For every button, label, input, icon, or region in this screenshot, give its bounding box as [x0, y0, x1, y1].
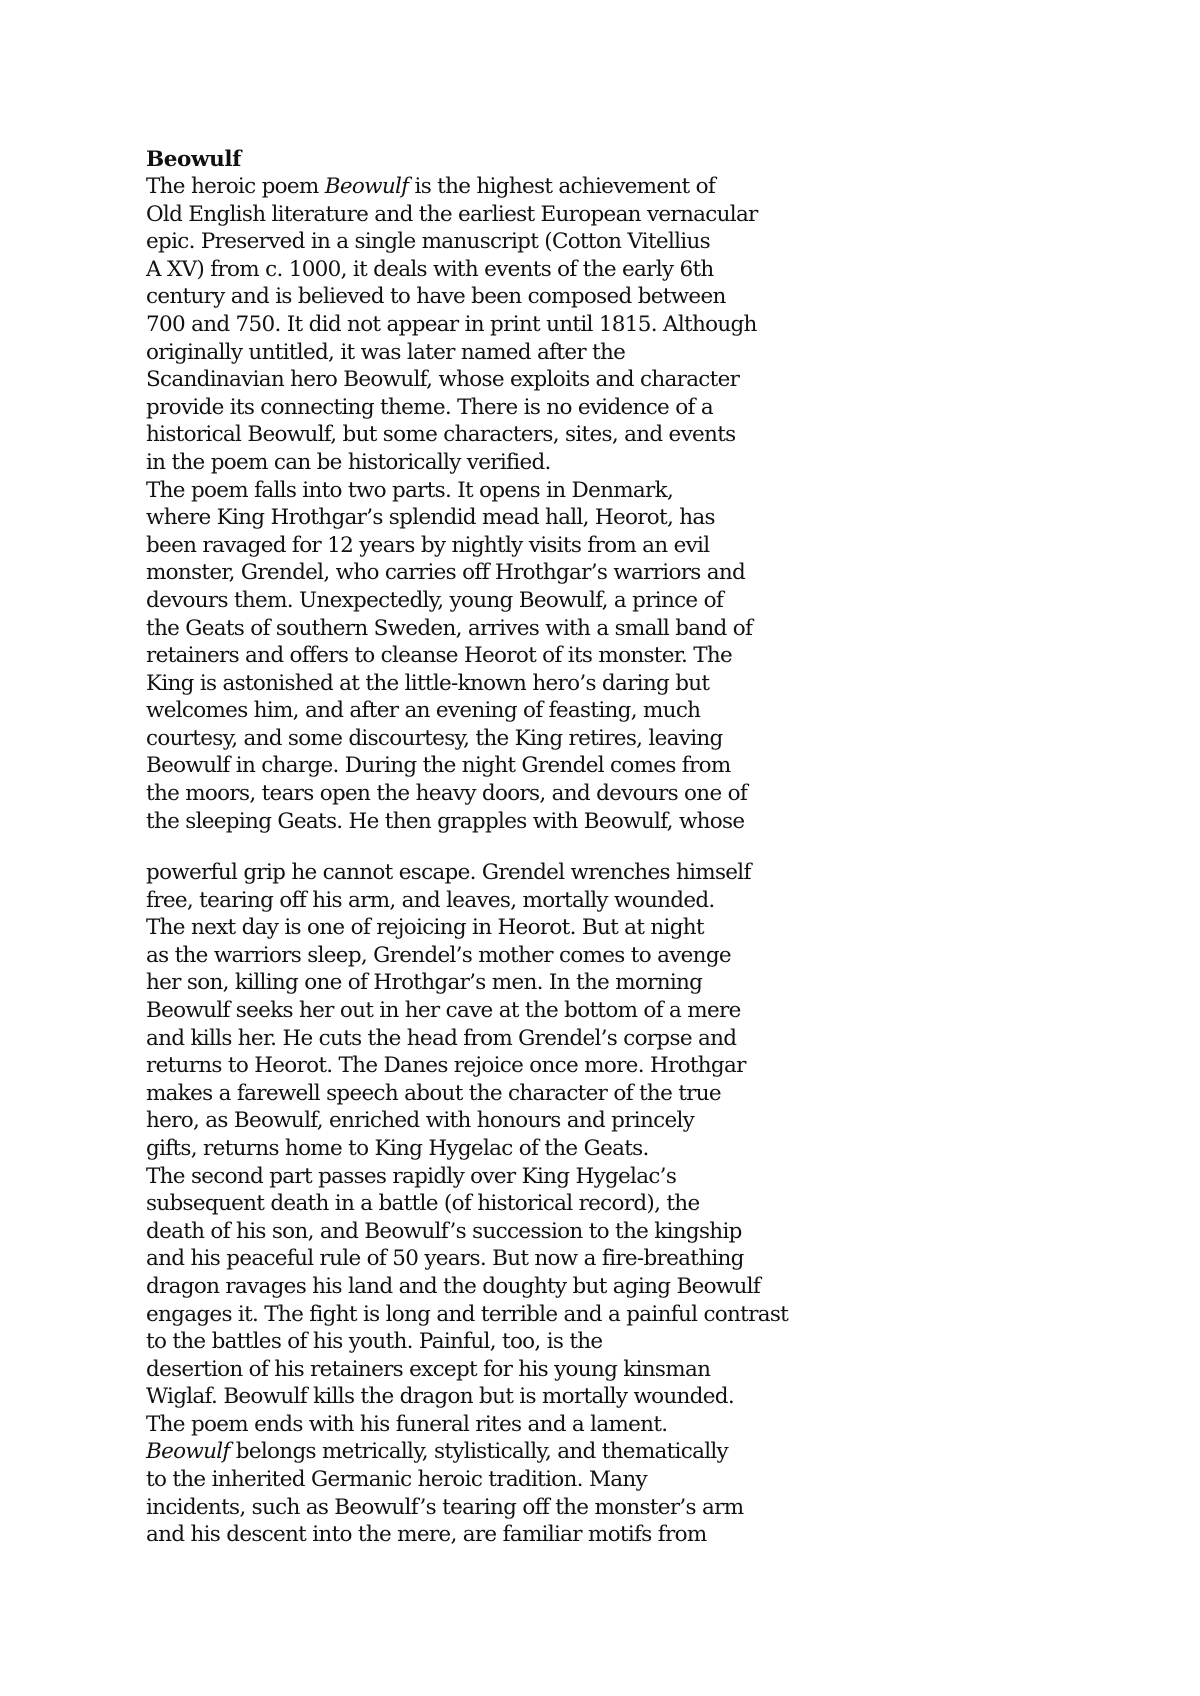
text-line: The poem falls into two parts. It opens in Denmark, [146, 477, 674, 503]
text-line: Scandinavian hero Beowulf, whose exploits and character [146, 367, 740, 393]
text-line: century and is believed to have been composed between [146, 284, 726, 310]
text-line: Old English literature and the earliest European vernacular [146, 201, 758, 227]
text-line: Beowulf seeks her out in her cave at the bottom of a mere [146, 997, 741, 1023]
text-line: and his peaceful rule of 50 years. But now a fire-breathing [146, 1246, 744, 1272]
text-line: historical Beowulf, but some characters, sites, and events [146, 422, 736, 448]
document-title: Beowulf [146, 147, 241, 172]
text-line: powerful grip he cannot escape. Grendel wrenches himself [146, 860, 751, 885]
text-line: King is astonished at the little-known hero’s daring but [146, 670, 710, 696]
text-line: engages it. The fight is long and terrible and a painful contrast [146, 1301, 789, 1327]
text-line: hero, as Beowulf, enriched with honours and princely [146, 1108, 695, 1134]
text-line: where King Hrothgar’s splendid mead hall, Heorot, has [146, 505, 715, 531]
text-line: welcomes him, and after an evening of feasting, much [146, 698, 701, 724]
text-line: the moors, tears open the heavy doors, and devours one of [146, 781, 748, 807]
text-line: and kills her. He cuts the head from Grendel’s corpse and [146, 1025, 737, 1051]
text-line: retainers and offers to cleanse Heorot of its monster. The [146, 643, 733, 669]
text-line: dragon ravages his land and the doughty but aging Beowulf [146, 1273, 761, 1299]
text-line: courtesy, and some discourtesy, the King retires, leaving [146, 725, 723, 751]
text-line: the Geats of southern Sweden, arrives with a small band of [146, 615, 753, 641]
text-line: The second part passes rapidly over King Hygelac’s [146, 1163, 677, 1189]
text-line: Beowulf in charge. During the night Grendel comes from [146, 753, 731, 779]
text-line: the sleeping Geats. He then grapples with Beowulf, whose [146, 808, 745, 834]
text-line: devours them. Unexpectedly, young Beowulf, a prince of [146, 587, 724, 613]
text-block-1 [146, 173, 1146, 835]
text-line: in the poem can be historically verified. [146, 449, 551, 475]
text-line: to the inherited Germanic heroic tradition. Many [146, 1467, 647, 1493]
text-line: incidents, such as Beowulf’s tearing off the monster’s arm [146, 1494, 744, 1520]
text-line [146, 173, 1146, 201]
text-line: provide its connecting theme. There is no evidence of a [146, 394, 713, 420]
text-line: monster, Grendel, who carries off Hrothgar’s warriors and [146, 560, 746, 586]
text-run: The heroic poem [146, 174, 325, 199]
text-line: to the battles of his youth. Painful, too, is the [146, 1329, 603, 1355]
text-line: and his descent into the mere, are familiar motifs from [146, 1522, 707, 1548]
text-run: is the highest achievement of [408, 174, 716, 199]
text-line: as the warriors sleep, Grendel’s mother comes to avenge [146, 942, 731, 968]
text-line: death of his son, and Beowulf’s succession to the kingship [146, 1218, 742, 1244]
text-line: returns to Heorot. The Danes rejoice once more. Hrothgar [146, 1053, 746, 1079]
text-line: been ravaged for 12 years by nightly visits from an evil [146, 532, 710, 558]
italic-title: Beowulf [324, 174, 409, 199]
text-line: her son, killing one of Hrothgar’s men. In the morning [146, 970, 703, 996]
text-block-2 [146, 859, 1146, 1549]
text-line: Wiglaf. Beowulf kills the dragon but is mortally wounded. [146, 1384, 734, 1410]
text-line: originally untitled, it was later named after the [146, 339, 626, 365]
text-line: A XV) from c. 1000, it deals with events of the early 6th [146, 256, 714, 282]
text-line: desertion of his retainers except for his young kinsman [146, 1356, 711, 1382]
text-line: 700 and 750. It did not appear in print until 1815. Although [146, 311, 757, 337]
text-line: The poem ends with his funeral rites and a lament. [146, 1411, 668, 1437]
text-line: makes a farewell speech about the character of the true [146, 1080, 721, 1106]
text-line: free, tearing off his arm, and leaves, mortally wounded. [146, 887, 715, 913]
text-line: The next day is one of rejoicing in Heorot. But at night [146, 915, 704, 941]
italic-title: Beowulf [146, 1439, 230, 1465]
text-run: belongs metrically, stylistically, and thematically [229, 1439, 728, 1465]
text-line [146, 1438, 1146, 1466]
text-line: gifts, returns home to King Hygelac of the Geats. [146, 1135, 649, 1161]
text-line: subsequent death in a battle (of historical record), the [146, 1191, 700, 1217]
text-line: epic. Preserved in a single manuscript (Cotton Vitellius [146, 229, 710, 255]
